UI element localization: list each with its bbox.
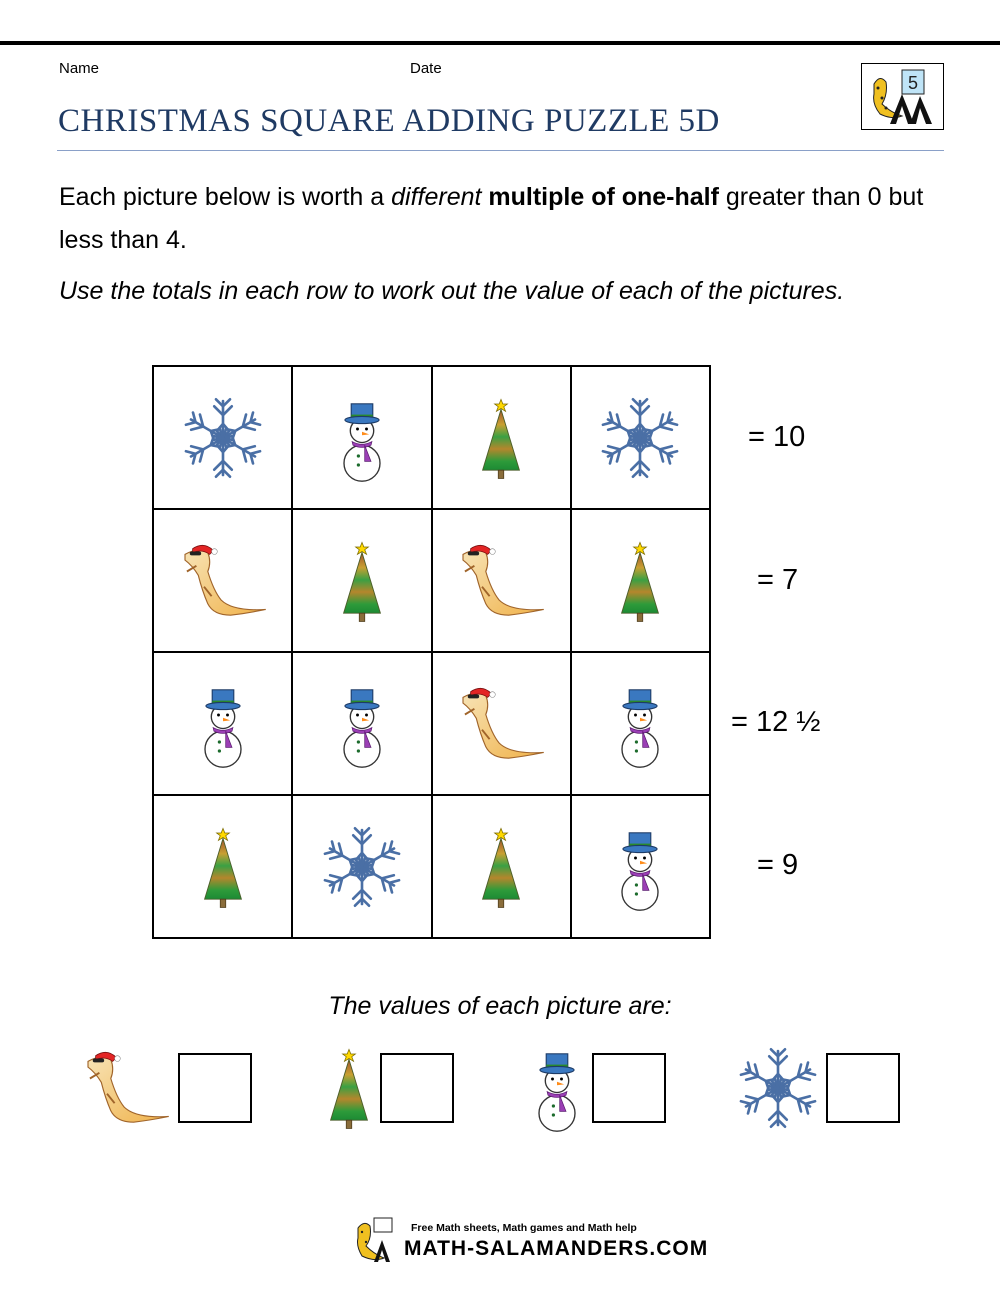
tree-icon [326,1046,372,1130]
grid-cell [292,652,431,795]
values-heading: The values of each picture are: [328,992,672,1020]
grid-cell [432,795,571,938]
page-title: CHRISTMAS SQUARE ADDING PUZZLE 5D [58,103,720,139]
answer-picture [78,1050,174,1131]
answer-box[interactable] [178,1053,252,1123]
salamander-icon [175,543,271,619]
name-label: Name [59,60,100,77]
grid-cell [292,795,431,938]
snowman-icon [530,1042,584,1134]
logo-grade: 5 [907,73,919,93]
top-rule [0,41,1000,45]
answer-box[interactable] [826,1053,900,1123]
intro-text: Each picture below is worth a different multiple of one-half greater than 0 but less than 4. [59,183,924,254]
snowman-icon [335,392,389,484]
grid-cell [571,795,710,938]
tree-icon [478,396,524,480]
puzzle-grid [152,365,711,939]
row-total-4: = 9 [757,849,799,881]
answer-box[interactable] [592,1053,666,1123]
tree-icon [200,825,246,909]
grid-cell [432,652,571,795]
date-label: Date [410,60,442,77]
grid-cell [153,509,292,652]
grid-cell [153,366,292,509]
grid-cell [153,795,292,938]
footer-tagline: Free Math sheets, Math games and Math help [411,1222,637,1234]
answer-picture [530,1042,584,1139]
answer-picture [734,1044,822,1137]
grid-cell [571,366,710,509]
salamander-icon [453,543,549,619]
row-total-2: = 7 [757,564,799,596]
grid-cell [292,366,431,509]
title-rule [57,150,944,151]
tree-icon [617,539,663,623]
grid-cell [571,509,710,652]
logo [861,63,944,130]
grid-cell [432,366,571,509]
grid-cell [292,509,431,652]
snowflake-icon [734,1044,822,1132]
answer-picture [326,1046,372,1135]
footer-site[interactable]: MATH-SALAMANDERS.COM [404,1237,709,1260]
row-total-3: = 12 ½ [731,706,821,738]
salamander-icon [78,1050,174,1126]
grid-cell [432,509,571,652]
snowman-icon [613,821,667,913]
row-total-1: = 10 [748,421,806,453]
snowman-icon [613,678,667,770]
instruction-text: Use the totals in each row to work out the value of each of the pictures. [59,277,845,305]
snowflake-icon [318,823,406,911]
tree-icon [339,539,385,623]
tree-icon [478,825,524,909]
grid-cell [571,652,710,795]
snowflake-icon [596,394,684,482]
footer-logo [352,1212,709,1270]
answer-box[interactable] [380,1053,454,1123]
snowflake-icon [179,394,267,482]
snowman-icon [335,678,389,770]
salamander-icon [453,686,549,762]
snowman-icon [196,678,250,770]
grid-cell [153,652,292,795]
